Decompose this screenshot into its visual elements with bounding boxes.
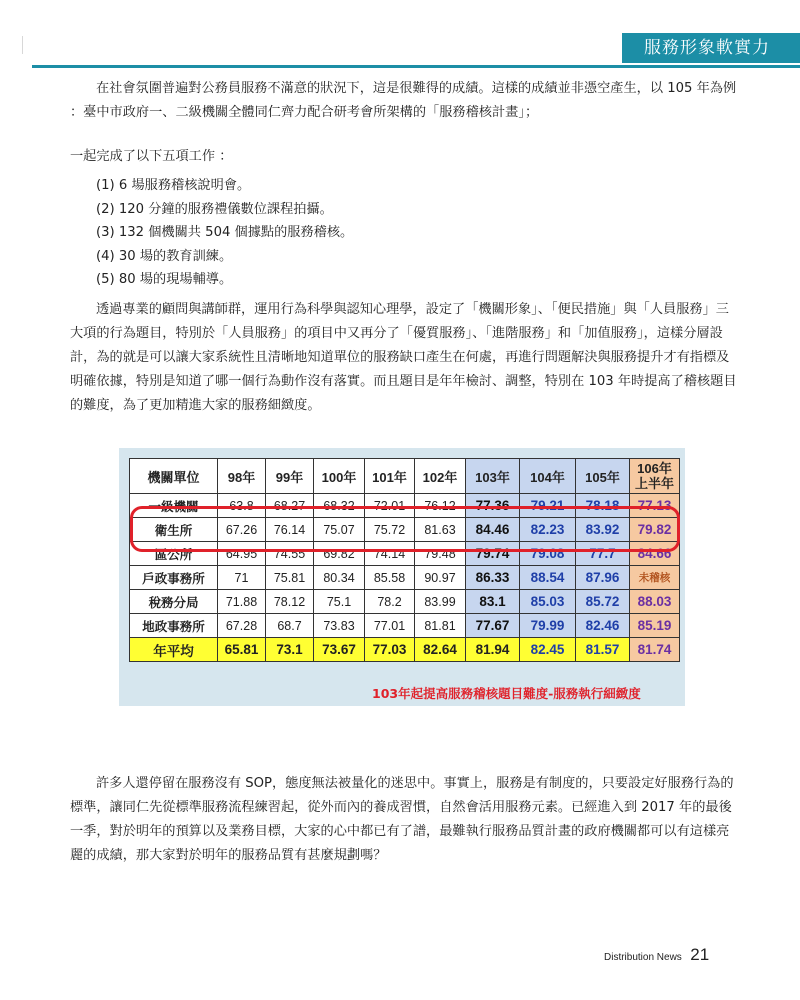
score-cell: 68.32	[314, 494, 365, 518]
score-cell: 77.7	[576, 542, 630, 566]
score-cell: 85.19	[630, 614, 680, 638]
score-cell: 未稽核	[630, 566, 680, 590]
score-cell: 76.14	[266, 518, 314, 542]
table-row	[130, 614, 680, 638]
score-cell: 78.18	[576, 494, 630, 518]
work-items-list	[96, 174, 696, 292]
table-average-row	[130, 638, 680, 662]
score-cell: 75.07	[314, 518, 365, 542]
score-cell: 82.64	[415, 638, 466, 662]
score-cell: 67.28	[218, 614, 266, 638]
score-cell: 73.83	[314, 614, 365, 638]
score-cell: 84.66	[630, 542, 680, 566]
score-cell: 81.57	[576, 638, 630, 662]
score-cell: 81.74	[630, 638, 680, 662]
score-cell: 77.03	[365, 638, 415, 662]
score-cell: 85.58	[365, 566, 415, 590]
paragraph-intro: 在社會氛圍普遍對公務員服務不滿意的狀況下，這是很難得的成績。這樣的成績並非憑空產生，以 105 年為例 ：臺中市政府一、二級機關全體同仁齊力配合研考會所架構的「服務稽核計畫」；	[70, 81, 737, 120]
score-cell: 86.33	[466, 566, 520, 590]
table-row	[130, 566, 680, 590]
page-number: 21	[690, 945, 710, 964]
publication-name: Distribution News	[604, 952, 682, 963]
service-audit-score-table	[129, 458, 680, 662]
score-cell: 75.72	[365, 518, 415, 542]
score-cell: 83.1	[466, 590, 520, 614]
margin-mark	[22, 36, 23, 54]
score-cell: 74.14	[365, 542, 415, 566]
score-cell: 80.34	[314, 566, 365, 590]
header-cell: 100年	[314, 459, 365, 494]
header-rule	[32, 65, 800, 68]
unit-cell: 一級機關	[130, 494, 218, 518]
score-cell: 79.08	[520, 542, 576, 566]
score-cell: 72.01	[365, 494, 415, 518]
score-cell: 85.72	[576, 590, 630, 614]
table-header-row	[130, 459, 680, 494]
score-cell: 68.27	[266, 494, 314, 518]
table-row	[130, 518, 680, 542]
score-cell: 83.99	[415, 590, 466, 614]
table-caption: 103年起提高服務稽核題目難度-服務執行細緻度	[372, 686, 641, 701]
score-cell: 64.95	[218, 542, 266, 566]
header-cell: 102年	[415, 459, 466, 494]
score-cell: 75.1	[314, 590, 365, 614]
score-cell: 79.21	[520, 494, 576, 518]
table-row	[130, 542, 680, 566]
header-cell: 機關單位	[130, 459, 218, 494]
score-cell: 79.82	[630, 518, 680, 542]
table-row	[130, 494, 680, 518]
score-cell: 85.03	[520, 590, 576, 614]
header-cell: 104年	[520, 459, 576, 494]
list-item: (2) 120 分鐘的服務禮儀數位課程拍攝。	[96, 201, 333, 217]
score-cell: 73.67	[314, 638, 365, 662]
header-cell: 103年	[466, 459, 520, 494]
unit-cell: 稅務分局	[130, 590, 218, 614]
score-cell: 81.81	[415, 614, 466, 638]
score-cell: 82.23	[520, 518, 576, 542]
score-cell: 83.92	[576, 518, 630, 542]
score-cell: 84.46	[466, 518, 520, 542]
score-cell: 90.97	[415, 566, 466, 590]
header-cell: 101年	[365, 459, 415, 494]
table-row	[130, 590, 680, 614]
score-cell: 79.99	[520, 614, 576, 638]
score-cell: 81.63	[415, 518, 466, 542]
score-cell: 68.7	[266, 614, 314, 638]
header-cell: 106年 上半年	[630, 459, 680, 494]
unit-cell: 年平均	[130, 638, 218, 662]
list-item: (1) 6 場服務稽核說明會。	[96, 178, 251, 193]
section-header-band	[622, 33, 800, 63]
header-cell: 98年	[218, 459, 266, 494]
paragraph-list-intro: 一起完成了以下五項工作 ：	[70, 149, 233, 164]
score-cell: 88.03	[630, 590, 680, 614]
paragraph-method: 透過專業的顧問與講師群，運用行為科學與認知心理學，設定了「機關形象」、「便民措施」與「人員服務」三大項的行為題目，特別於「人員服務」的項目中又再分了「優質服務」、「進階服務」和「加值服務」，這樣分層設計，為的就是可以讓大家系統性且清晰地知道單位的服務缺口產生在何處，再進行問題解決與服務提升才有指標及明確依據，特別是知道了哪一個行為動作沒有落實。而且題目是年年檢討、調整，特別在 103 年時提高了稽核題目的難度，為了更加精進大家的服務細緻度。	[70, 302, 737, 413]
score-cell: 71	[218, 566, 266, 590]
score-cell: 73.1	[266, 638, 314, 662]
score-cell: 82.46	[576, 614, 630, 638]
section-title: 服務形象軟實力	[644, 38, 770, 58]
unit-cell: 地政事務所	[130, 614, 218, 638]
score-cell: 87.96	[576, 566, 630, 590]
score-cell: 69.82	[314, 542, 365, 566]
score-cell: 77.13	[630, 494, 680, 518]
score-cell: 82.45	[520, 638, 576, 662]
score-cell: 88.54	[520, 566, 576, 590]
unit-cell: 戶政事務所	[130, 566, 218, 590]
list-item: (5) 80 場的現場輔導。	[96, 272, 233, 287]
score-cell: 71.88	[218, 590, 266, 614]
score-cell: 63.8	[218, 494, 266, 518]
score-cell: 65.81	[218, 638, 266, 662]
score-cell: 77.36	[466, 494, 520, 518]
page-footer	[604, 945, 709, 965]
list-item: (3) 132 個機關共 504 個據點的服務稽核。	[96, 225, 354, 240]
score-cell: 77.01	[365, 614, 415, 638]
score-cell: 78.12	[266, 590, 314, 614]
score-cell: 79.48	[415, 542, 466, 566]
score-cell: 77.67	[466, 614, 520, 638]
score-cell: 81.94	[466, 638, 520, 662]
stats-table-panel	[119, 448, 685, 706]
header-cell: 105年	[576, 459, 630, 494]
unit-cell: 衛生所	[130, 518, 218, 542]
score-cell: 67.26	[218, 518, 266, 542]
header-cell: 99年	[266, 459, 314, 494]
unit-cell: 區公所	[130, 542, 218, 566]
paragraph-conclusion: 許多人還停留在服務沒有 SOP，態度無法被量化的迷思中。事實上，服務是有制度的，只要設定好服務行為的標準，讓同仁先從標準服務流程練習起，從外而內的養成習慣，自然會活用服務元素。已經進入到 2017 年的最後一季，對於明年的預算以及業務目標，大家的心中都已有了譜，最難執行服務品質計畫的政府機關都可以有這樣亮麗的成績，那大家對於明年的服務品質有甚麼規劃嗎？	[70, 776, 734, 863]
score-cell: 79.74	[466, 542, 520, 566]
score-cell: 75.81	[266, 566, 314, 590]
score-cell: 76.12	[415, 494, 466, 518]
list-item: (4) 30 場的教育訓練。	[96, 248, 233, 264]
score-cell: 74.55	[266, 542, 314, 566]
score-cell: 78.2	[365, 590, 415, 614]
